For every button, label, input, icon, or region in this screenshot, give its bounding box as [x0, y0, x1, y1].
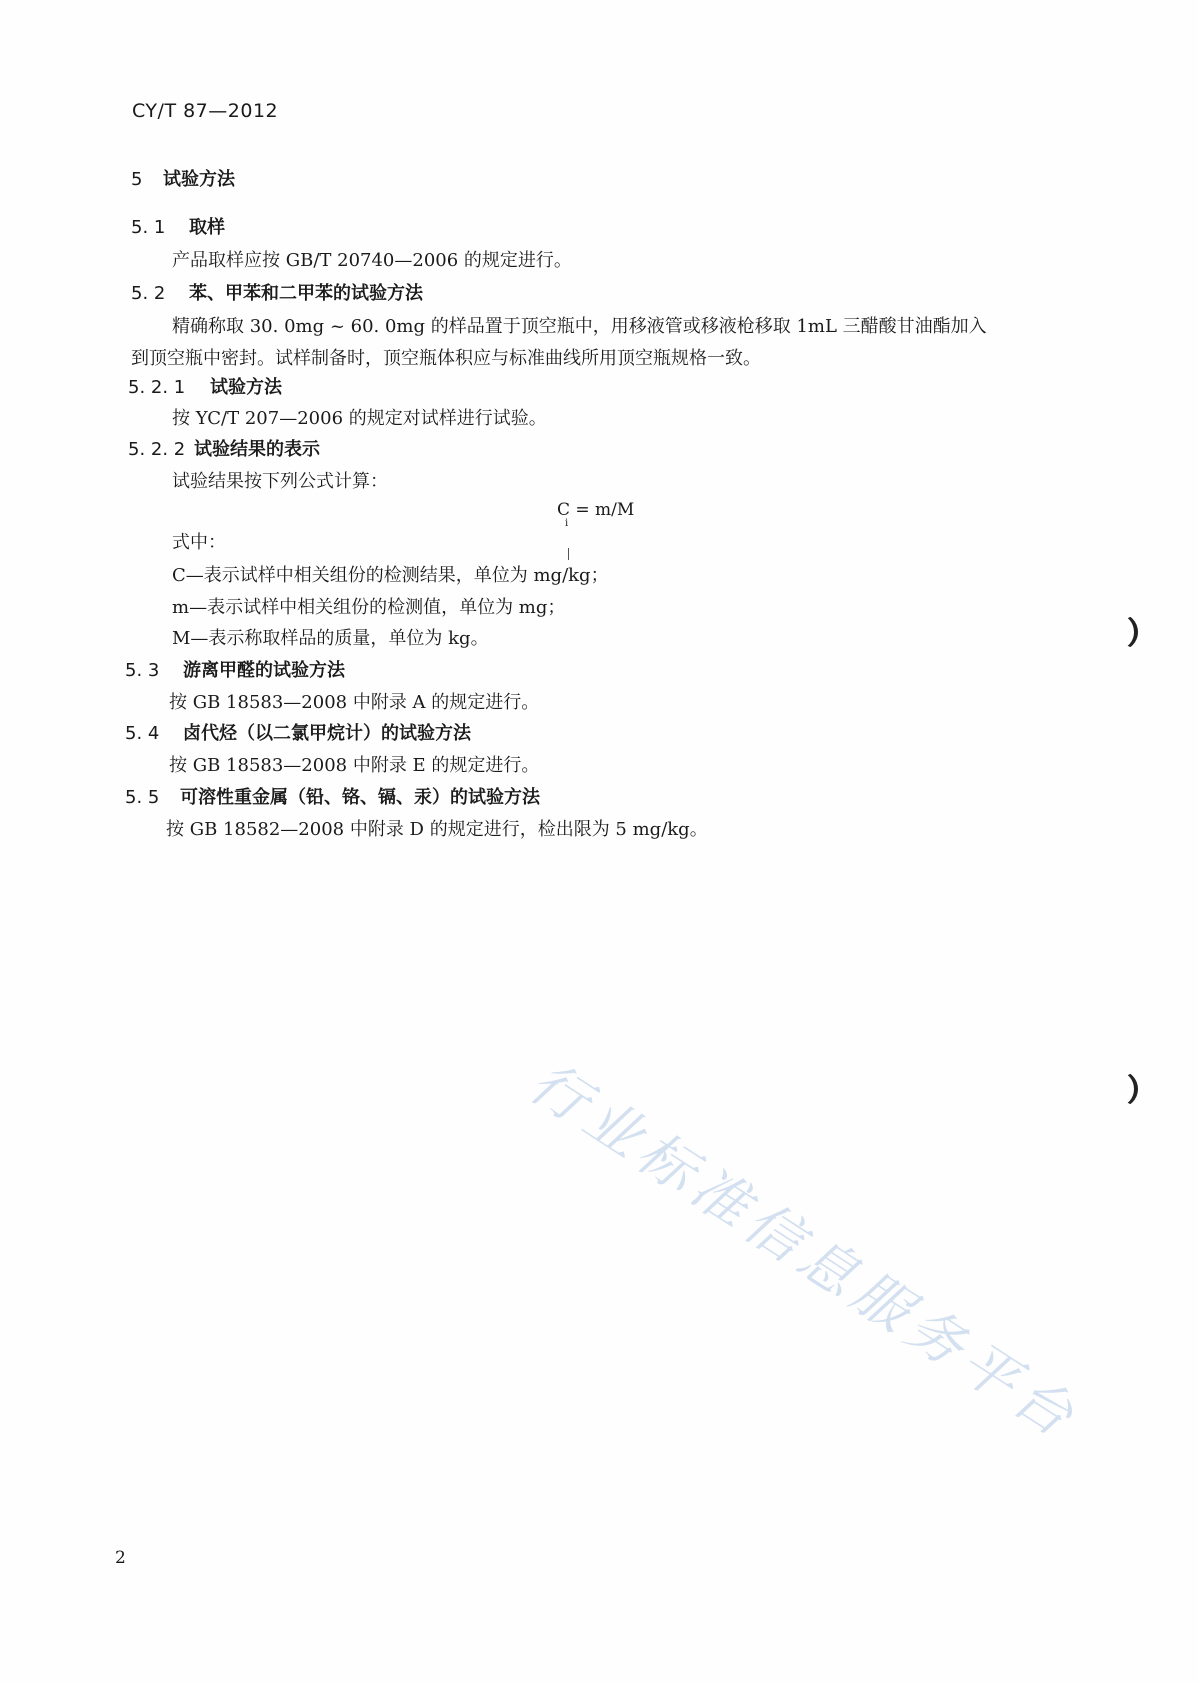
- paragraph: M—表示称取样品的质量，单位为 kg。: [172, 628, 489, 649]
- formula-main: C = m/M: [557, 500, 635, 520]
- paragraph: 试验结果按下列公式计算：: [172, 471, 388, 492]
- section-heading-5-2-1: 5. 2. 1 试验方法: [128, 377, 282, 398]
- paragraph: 到顶空瓶中密封。试样制备时，顶空瓶体积应与标准曲线所用顶空瓶规格一致。: [131, 348, 761, 369]
- section-heading-5-2-2: 5. 2. 2 试验结果的表示: [128, 439, 320, 460]
- watermark: 行业标准信息服务平台: [518, 1050, 1091, 1454]
- paragraph: 按 GB 18583—2008 中附录 E 的规定进行。: [169, 755, 540, 776]
- section-heading-5-2: 5. 2 苯、甲苯和二甲苯的试验方法: [131, 283, 423, 304]
- paragraph: 精确称取 30. 0mg ~ 60. 0mg 的样品置于顶空瓶中，用移液管或移液枪移取 1mL 三醋酸甘油酯加入: [172, 316, 987, 337]
- section-heading-5-1: 5. 1 取样: [131, 217, 225, 238]
- formula-subscript: i: [565, 518, 569, 529]
- scan-binding-mark: [1112, 1070, 1138, 1108]
- section-heading-5: 5 试验方法: [131, 169, 235, 190]
- section-heading-5-4: 5. 4 卤代烃（以二氯甲烷计）的试验方法: [125, 723, 471, 744]
- paragraph: 按 YC/T 207—2006 的规定对试样进行试验。: [172, 408, 547, 429]
- paragraph: 按 GB 18582—2008 中附录 D 的规定进行，检出限为 5 mg/kg。: [166, 819, 708, 840]
- section-heading-5-3: 5. 3 游离甲醛的试验方法: [125, 660, 345, 681]
- paragraph: 按 GB 18583—2008 中附录 A 的规定进行。: [169, 692, 540, 713]
- formula: [557, 500, 635, 529]
- paragraph: 产品取样应按 GB/T 20740—2006 的规定进行。: [172, 250, 572, 271]
- paragraph: m—表示试样中相关组份的检测值，单位为 mg；: [172, 597, 566, 618]
- paragraph: 式中：: [172, 532, 226, 553]
- scan-binding-mark: [1112, 613, 1138, 651]
- section-heading-5-5: 5. 5 可溶性重金属（铅、铬、镉、汞）的试验方法: [125, 787, 540, 808]
- page-number: 2: [115, 1548, 126, 1568]
- standard-code: CY/T 87—2012: [132, 100, 279, 122]
- paragraph: C—表示试样中相关组份的检测结果，单位为 mg/kg；: [172, 565, 609, 586]
- scan-artifact-tick: [568, 548, 569, 560]
